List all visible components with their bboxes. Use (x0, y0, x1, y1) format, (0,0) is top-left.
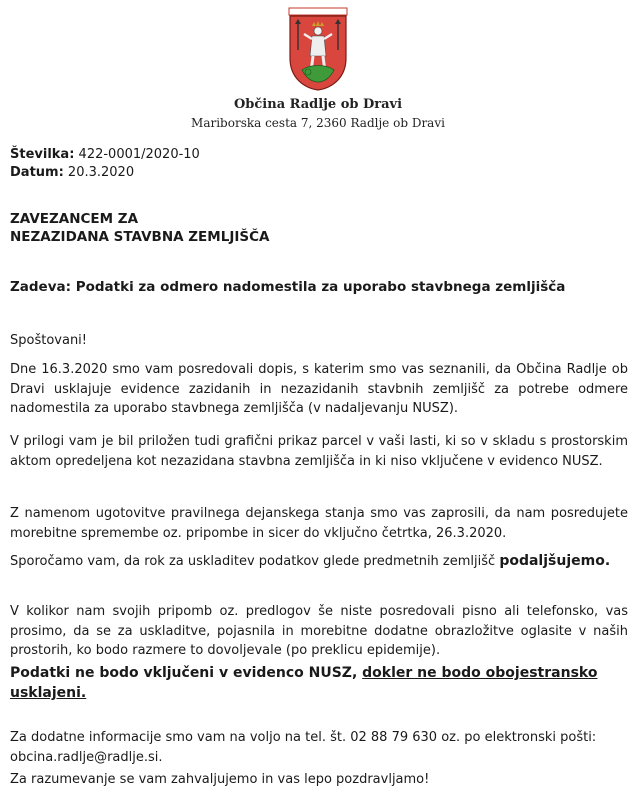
paragraph-4 (10, 552, 628, 572)
organization-name: Občina Radlje ob Dravi (233, 97, 403, 112)
subject-line: Zadeva: Podatki za odmero nadomestila za uporabo stavbnega zemljišča (10, 279, 566, 295)
important-notice (10, 663, 630, 703)
recipient-line-2: NEZAZIDANA STAVBNA ZEMLJIŠČA (10, 229, 270, 245)
document-date-label: Datum: (10, 165, 64, 180)
reference-number-label: Številka: (10, 147, 75, 162)
notice-underlined: dokler ne bodo obojestransko usklajeni. (10, 665, 598, 701)
document-date (10, 165, 134, 180)
closing-line: Za razumevanje se vam zahvaljujemo in vas lepo pozdravljamo! (10, 772, 430, 787)
paragraph-2: V prilogi vam je bil priložen tudi grafični prikaz parcel v vaši lasti, ki so v skladu s prostorskim aktom opredeljena kot nezazidana stavbna zemljišča in ki niso vključene v evidenco NUSZ. (10, 434, 628, 469)
greeting: Spoštovani! (10, 333, 88, 348)
municipality-crest-icon (286, 6, 350, 92)
contact-info: Za dodatne informacije smo vam na voljo na tel. št. 02 88 79 630 oz. po elektronski pošti: obcina.radlje@radlje.si. (10, 730, 597, 765)
recipient-block (10, 210, 269, 246)
recipient-line-1: ZAVEZANCEM ZA (10, 211, 139, 227)
paragraph-1: Dne 16.3.2020 smo vam posredovali dopis, s katerim smo vas seznanili, da Občina Radlje ob Dravi usklajuje evidence zazidanih in nezazidanih stavbnih zemljišč za potrebe odmere nadomestila za uporabo stavbnega zemljišča (v nadaljevanju NUSZ). (10, 362, 628, 416)
notice-text: Podatki ne bodo vključeni v evidenco NUSZ, (10, 665, 358, 681)
paragraph-5: V kolikor nam svojih pripomb oz. predlogov še niste posredovali pisno ali telefonsko, vas prosimo, da se za uskladitve, pojasnila in morebitne dodatne obrazložitve oglasite v naših prostorih, ko bodo razmere to dovoljevale (po preklicu epidemije). (10, 604, 628, 658)
paragraph-4-text: Sporočamo vam, da rok za uskladitev podatkov glede predmetnih zemljišč (10, 554, 496, 569)
organization-address: Mariborska cesta 7, 2360 Radlje ob Dravi (191, 116, 445, 130)
reference-number-value: 422-0001/2020-10 (78, 147, 200, 162)
paragraph-4-bold: podaljšujemo. (499, 553, 611, 569)
document-date-value: 20.3.2020 (67, 165, 135, 180)
paragraph-3: Z namenom ugotovitve pravilnega dejanskega stanja smo vas zaprosili, da nam posredujete morebitne spremembe oz. pripombe in sicer do vključno četrtka, 26.3.2020. (10, 506, 628, 541)
reference-number (10, 147, 200, 162)
